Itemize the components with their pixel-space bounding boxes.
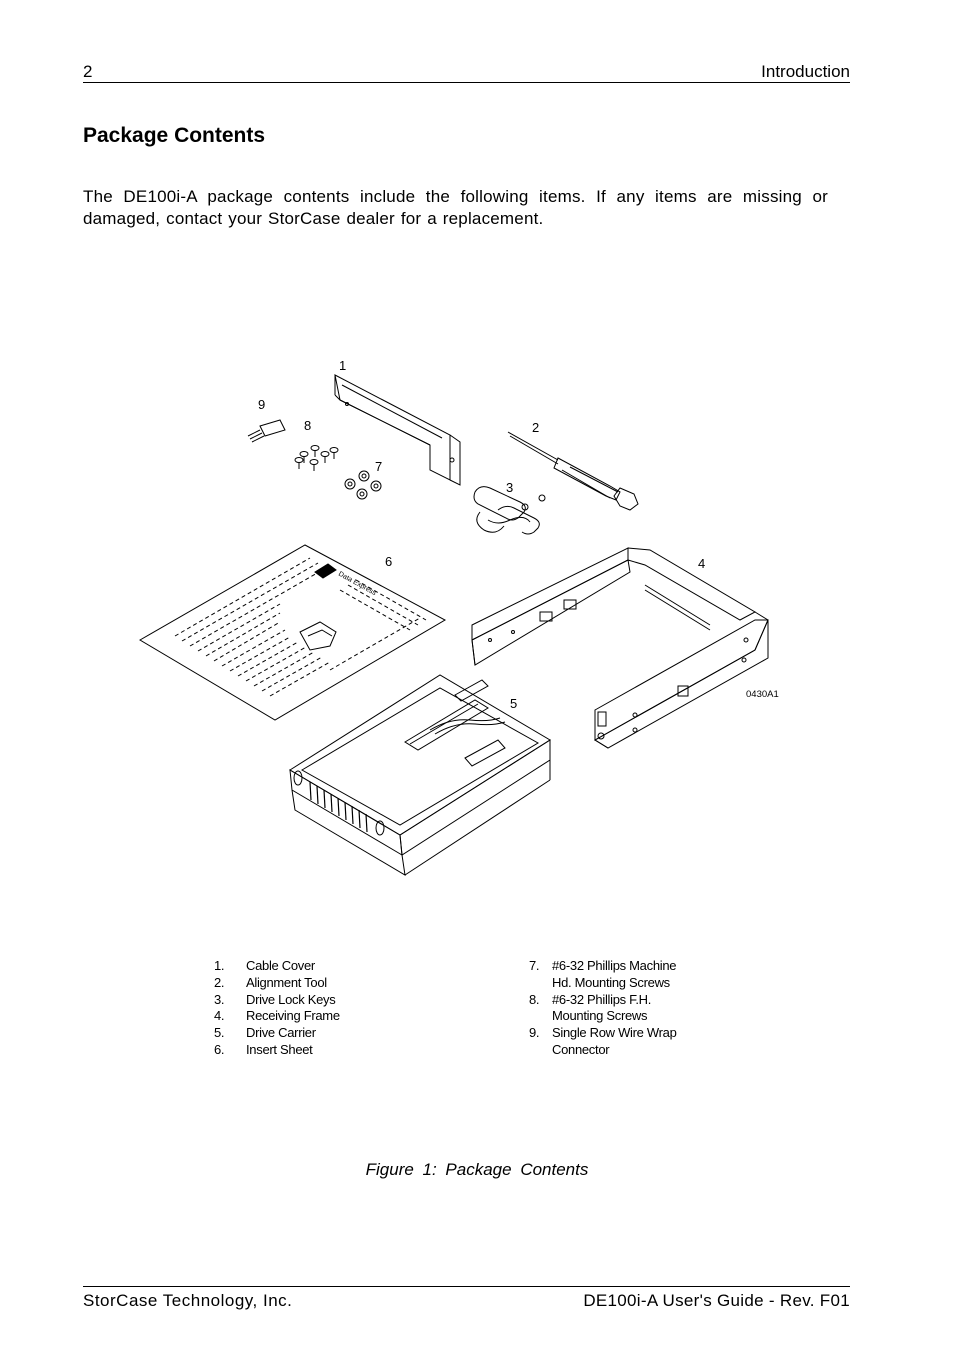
legend-text: #6-32 Phillips F.H. Mounting Screws	[552, 991, 652, 1024]
wire-wrap-connector-drawing	[248, 420, 285, 442]
legend-item	[214, 975, 340, 992]
legend-item	[529, 1025, 677, 1059]
header-rule	[83, 82, 850, 83]
insert-sheet-logo: Data Express	[337, 570, 378, 598]
alignment-tool-drawing	[508, 432, 638, 510]
cable-cover-drawing	[335, 375, 460, 485]
package-contents-figure	[130, 350, 790, 880]
legend-text: Receiving Frame	[246, 1008, 340, 1024]
callout-2: 2	[532, 420, 540, 435]
legend-item	[214, 992, 340, 1009]
legend-text: Drive Lock Keys	[246, 991, 336, 1007]
legend-item	[214, 1008, 340, 1025]
legend-text: #6-32 Phillips Machine Hd. Mounting Screws	[552, 958, 677, 990]
receiving-frame-drawing	[472, 548, 768, 748]
legend-number: 3.	[214, 991, 225, 1007]
callout-9: 9	[258, 397, 266, 412]
package-contents-drawing	[130, 350, 790, 880]
callout-5: 5	[510, 696, 518, 711]
legend-text: Insert Sheet	[246, 1041, 313, 1057]
legend-number: 4.	[214, 1008, 225, 1024]
callout-3: 3	[506, 480, 514, 495]
machine-screws-drawing	[345, 471, 381, 499]
legend-text: Drive Carrier	[246, 1025, 316, 1041]
legend-text: Alignment Tool	[246, 974, 327, 990]
callout-1: 1	[339, 358, 347, 373]
legend-number: 6.	[214, 1041, 225, 1057]
section-title: Introduction	[761, 62, 850, 81]
legend-text: Cable Cover	[246, 958, 315, 973]
legend-number: 5.	[214, 1025, 225, 1041]
intro-paragraph: The DE100i-A package contents include the following items. If any items are missing or damaged, contact your StorCase dealer for a replacement.	[83, 187, 828, 228]
legend-number: 2.	[214, 974, 225, 990]
legend-item	[214, 958, 340, 975]
drawing-id: 0430A1	[746, 689, 779, 700]
legend-number: 7.	[529, 958, 540, 973]
fh-screws-drawing	[295, 446, 338, 472]
legend-number: 8.	[529, 991, 540, 1007]
callout-4: 4	[698, 556, 706, 571]
footer-guide-title: DE100i-A User's Guide - Rev. F01	[583, 1291, 850, 1310]
legend-item	[529, 958, 677, 992]
legend-left	[214, 958, 340, 1059]
page-number: 2	[83, 62, 93, 81]
legend-item	[529, 992, 677, 1026]
callout-7: 7	[375, 459, 383, 474]
callout-6: 6	[385, 554, 393, 569]
legend-number: 1.	[214, 958, 225, 973]
legend-text: Single Row Wire Wrap Connector	[552, 1025, 677, 1057]
footer-company: StorCase Technology, Inc.	[83, 1291, 293, 1310]
callout-8: 8	[304, 418, 312, 433]
insert-sheet-drawing	[140, 545, 445, 720]
footer-rule	[83, 1286, 850, 1287]
legend-right	[529, 958, 677, 1059]
figure-caption: Figure 1: Package Contents	[365, 1160, 589, 1179]
legend-item	[214, 1025, 340, 1042]
page-title: Package Contents	[83, 124, 266, 147]
legend-number: 9.	[529, 1025, 540, 1041]
legend-item	[214, 1042, 340, 1059]
